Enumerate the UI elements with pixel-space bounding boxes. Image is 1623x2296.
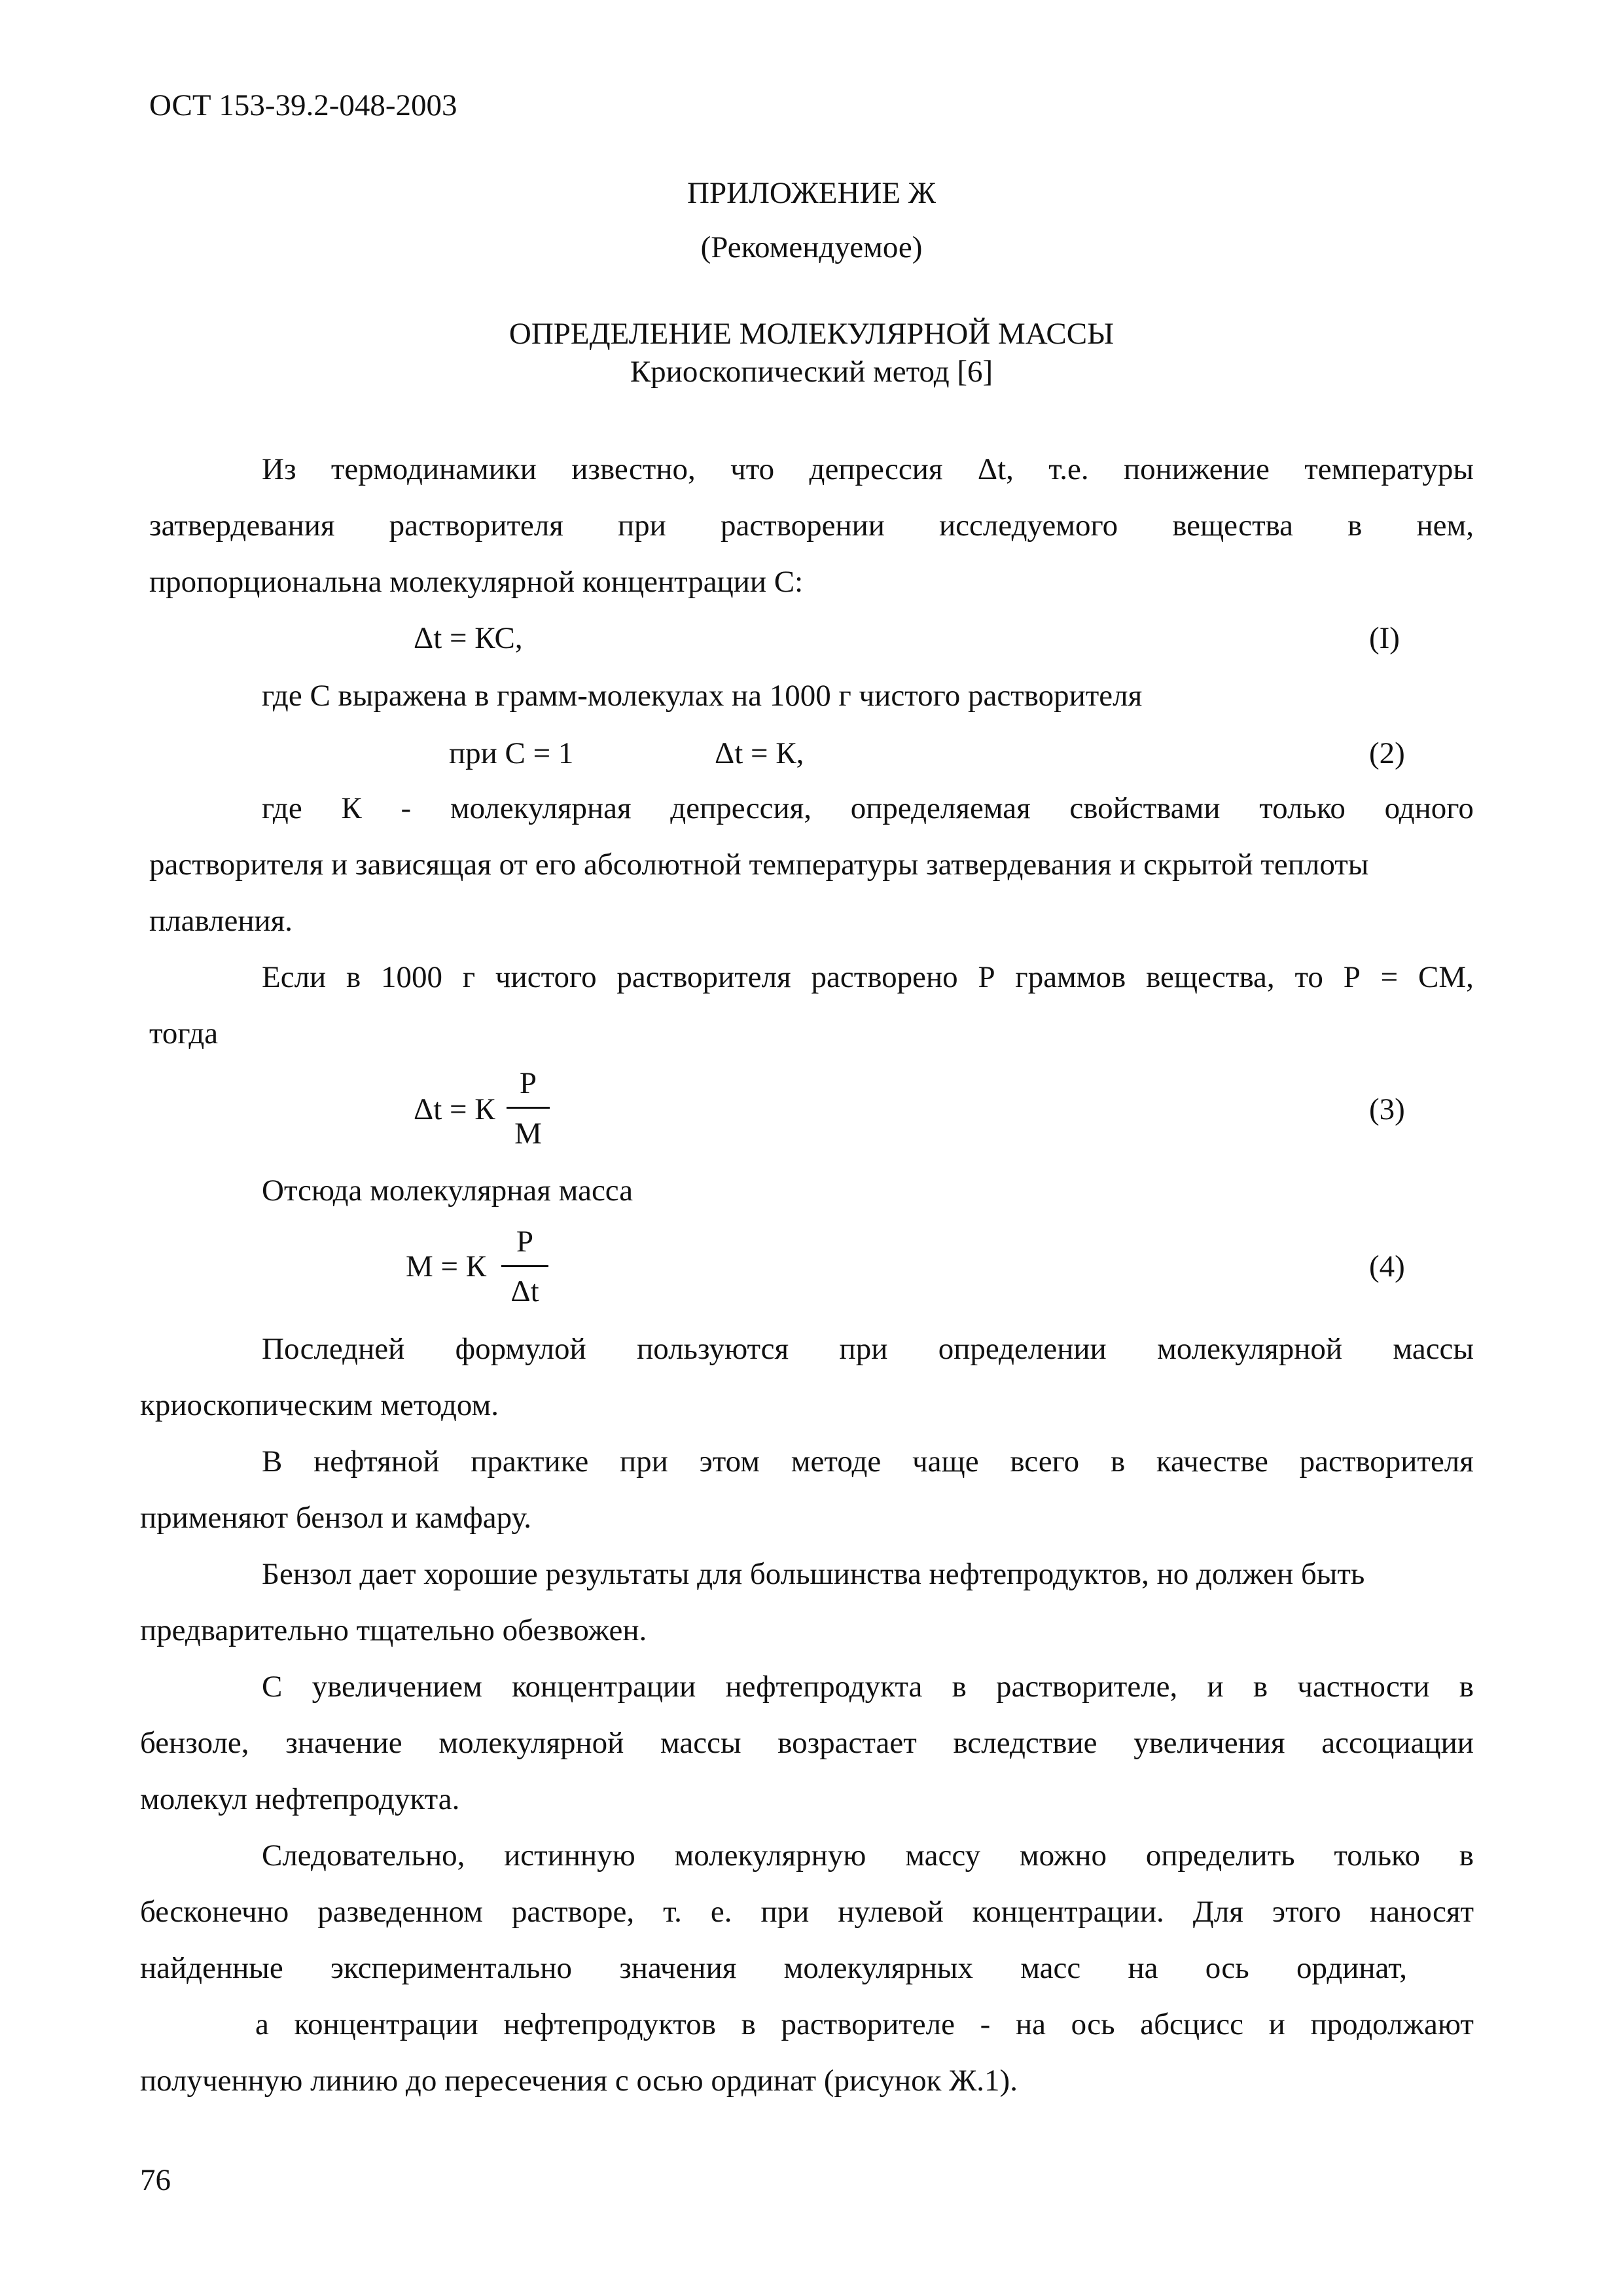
word: в (952, 1670, 967, 1704)
word: частности (1297, 1670, 1430, 1704)
equation-3-denominator: М (514, 1117, 542, 1151)
word: масс (1020, 1951, 1081, 1985)
word: 1000 (381, 960, 443, 994)
word: нем, (1416, 509, 1474, 543)
word: чаще (912, 1444, 979, 1479)
word: только (1334, 1839, 1420, 1873)
word: молекулярных (783, 1951, 973, 1985)
word: растворителя (616, 960, 791, 994)
word: растворении (720, 509, 885, 543)
word: найденные (140, 1951, 283, 1985)
word: С (262, 1670, 283, 1704)
paragraph-line (262, 1334, 1474, 1365)
word: где (262, 791, 302, 825)
word: одного (1384, 791, 1474, 825)
equation-4-lhs: М = К (406, 1249, 487, 1283)
appendix-status: (Рекомендуемое) (700, 230, 923, 264)
equation-number: (I) (1369, 621, 1400, 655)
word: в (346, 960, 361, 994)
word: абсцисс (1140, 2007, 1243, 2041)
word: на (1128, 1951, 1158, 1985)
paragraph-line (262, 1840, 1474, 1871)
word: чистого (495, 960, 597, 994)
paragraph-line (140, 1728, 1474, 1759)
word: В (262, 1444, 283, 1479)
word: Из (262, 452, 296, 486)
word: в (1459, 1670, 1474, 1704)
word: массы (660, 1726, 741, 1760)
word: исследуемого (939, 509, 1118, 543)
word: истинную (504, 1839, 635, 1873)
word: свойствами (1069, 791, 1221, 825)
word: определить (1145, 1839, 1295, 1873)
word: при (620, 1444, 668, 1479)
word: температуры (1304, 452, 1474, 486)
word: в (1347, 509, 1363, 543)
word: этого (1272, 1895, 1342, 1929)
paragraph-line: тогда (149, 1016, 219, 1050)
equation-4-denominator: Δt (510, 1274, 539, 1308)
equation-3-lhs: Δt = К (414, 1092, 495, 1126)
word: можно (1019, 1839, 1107, 1873)
word: концентрации. (972, 1895, 1164, 1929)
section-title: ОПРЕДЕЛЕНИЕ МОЛЕКУЛЯРНОЙ МАССЫ (508, 317, 1115, 351)
word: вследствие (953, 1726, 1097, 1760)
paragraph-line: растворителя и зависящая от его абсолютной температуры затвердевания и скрытой теплоты (149, 848, 1369, 882)
word: растворителе (781, 2007, 955, 2041)
paragraph-line: криоскопическим методом. (140, 1388, 499, 1422)
equation-4-numerator: Р (516, 1225, 534, 1259)
word: в (1459, 1839, 1474, 1873)
word: нефтепродукта (725, 1670, 923, 1704)
word: Для (1192, 1895, 1243, 1929)
paragraph-line (262, 1446, 1474, 1477)
word: = (1380, 960, 1399, 994)
word: ось (1071, 2007, 1115, 2041)
word: Последней (262, 1332, 405, 1366)
word: наносят (1370, 1895, 1474, 1929)
page-number: 76 (140, 2163, 171, 2197)
paragraph-line (262, 1672, 1474, 1702)
word: молекулярной (1157, 1332, 1343, 1366)
word: что (730, 452, 775, 486)
equation-3-numerator: Р (519, 1066, 537, 1100)
word: увеличения (1133, 1726, 1285, 1760)
equation-number: (2) (1369, 736, 1405, 770)
word: возрастает (777, 1726, 917, 1760)
word: граммов (1015, 960, 1126, 994)
word: определении (938, 1332, 1107, 1366)
word: массы (1393, 1332, 1474, 1366)
word: на (1015, 2007, 1046, 2041)
word: разведенном (317, 1895, 483, 1929)
equation-2: Δt = К, (715, 736, 804, 770)
word: то (1294, 960, 1323, 994)
word: понижение (1123, 452, 1270, 486)
word: увеличением (312, 1670, 482, 1704)
word: а (255, 2007, 269, 2041)
word: ассоциации (1321, 1726, 1474, 1760)
word: бесконечно (140, 1895, 289, 1929)
word: концентрации (512, 1670, 696, 1704)
word: в (1253, 1670, 1268, 1704)
word: экспериментально (330, 1951, 572, 1985)
word: нулевой (838, 1895, 944, 1929)
word: молекулярная (450, 791, 632, 825)
word: растворителя (389, 509, 563, 543)
paragraph-line (140, 1897, 1474, 1928)
word: при (618, 509, 666, 543)
document-code: ОСТ 153-39.2-048-2003 (149, 88, 457, 122)
paragraph-line: плавления. (149, 904, 293, 938)
equation-number: (4) (1369, 1249, 1405, 1283)
word: депрессия (809, 452, 943, 486)
word: Δt, (977, 452, 1014, 486)
word: ординат, (1296, 1951, 1407, 1985)
word: К (341, 791, 362, 825)
word: растворено (811, 960, 958, 994)
equation-condition: при С = 1 (449, 736, 574, 770)
word: известно, (571, 452, 696, 486)
word: - (401, 791, 412, 825)
word: термодинамики (330, 452, 537, 486)
word: всего (1010, 1444, 1080, 1479)
word: растворителя (1299, 1444, 1474, 1479)
word: Р (978, 960, 995, 994)
fraction-bar (501, 1265, 548, 1267)
word: затвердевания (149, 509, 335, 543)
word: массу (905, 1839, 981, 1873)
word: продолжают (1310, 2007, 1474, 2041)
word: т.е. (1048, 452, 1089, 486)
word: этом (699, 1444, 760, 1479)
word: определяемая (850, 791, 1031, 825)
word: молекулярную (674, 1839, 866, 1873)
paragraph-line (262, 793, 1474, 824)
word: ось (1205, 1951, 1249, 1985)
word: качестве (1156, 1444, 1268, 1479)
paragraph-line: полученную линию до пересечения с осью ординат (рисунок Ж.1). (140, 2064, 1018, 2098)
word: г (462, 960, 476, 994)
appendix-title: ПРИЛОЖЕНИЕ Ж (687, 176, 936, 210)
word: е. (710, 1895, 732, 1929)
word: Следовательно, (262, 1839, 465, 1873)
word: при (839, 1332, 888, 1366)
word: и (1207, 1670, 1224, 1704)
paragraph-line (262, 454, 1474, 485)
word: вещества (1172, 509, 1294, 543)
word: Если (262, 960, 327, 994)
word: т. (663, 1895, 682, 1929)
word: значение (285, 1726, 402, 1760)
word: нефтяной (313, 1444, 440, 1479)
paragraph-line: применяют бензол и камфару. (140, 1501, 532, 1535)
word: СМ, (1418, 960, 1474, 994)
word: молекулярной (438, 1726, 624, 1760)
paragraph-line: молекул нефтепродукта. (140, 1782, 460, 1816)
word: значения (619, 1951, 737, 1985)
word: вещества, (1146, 960, 1275, 994)
word: бензоле, (140, 1726, 249, 1760)
paragraph-line (140, 1953, 1407, 1984)
fraction-bar (507, 1107, 550, 1109)
paragraph-line: Отсюда молекулярная масса (262, 1174, 633, 1208)
word: растворе, (511, 1895, 635, 1929)
paragraph-line (149, 511, 1474, 541)
paragraph-line: пропорциональна молекулярной концентрации С: (149, 565, 804, 599)
word: депрессия, (670, 791, 812, 825)
word: при (760, 1895, 810, 1929)
word: только (1259, 791, 1346, 825)
word: Р (1343, 960, 1361, 994)
word: растворителе, (996, 1670, 1178, 1704)
section-subtitle: Криоскопический метод [6] (630, 355, 993, 389)
paragraph-line: Бензол дает хорошие результаты для большинства нефтепродуктов, но должен быть (262, 1557, 1365, 1591)
word: пользуются (637, 1332, 789, 1366)
word: в (1110, 1444, 1126, 1479)
equation-1: Δt = КС, (414, 621, 523, 655)
paragraph-line: предварительно тщательно обезвожен. (140, 1613, 647, 1647)
word: формулой (455, 1332, 586, 1366)
equation-number: (3) (1369, 1092, 1405, 1126)
paragraph-line (255, 2009, 1474, 2040)
word: - (980, 2007, 991, 2041)
paragraph-line: где С выражена в грамм-молекулах на 1000 г чистого растворителя (262, 679, 1143, 713)
paragraph-line (262, 962, 1474, 993)
word: нефтепродуктов (503, 2007, 716, 2041)
word: практике (471, 1444, 589, 1479)
word: и (1268, 2007, 1285, 2041)
word: концентрации (294, 2007, 478, 2041)
word: методе (791, 1444, 882, 1479)
word: в (741, 2007, 756, 2041)
